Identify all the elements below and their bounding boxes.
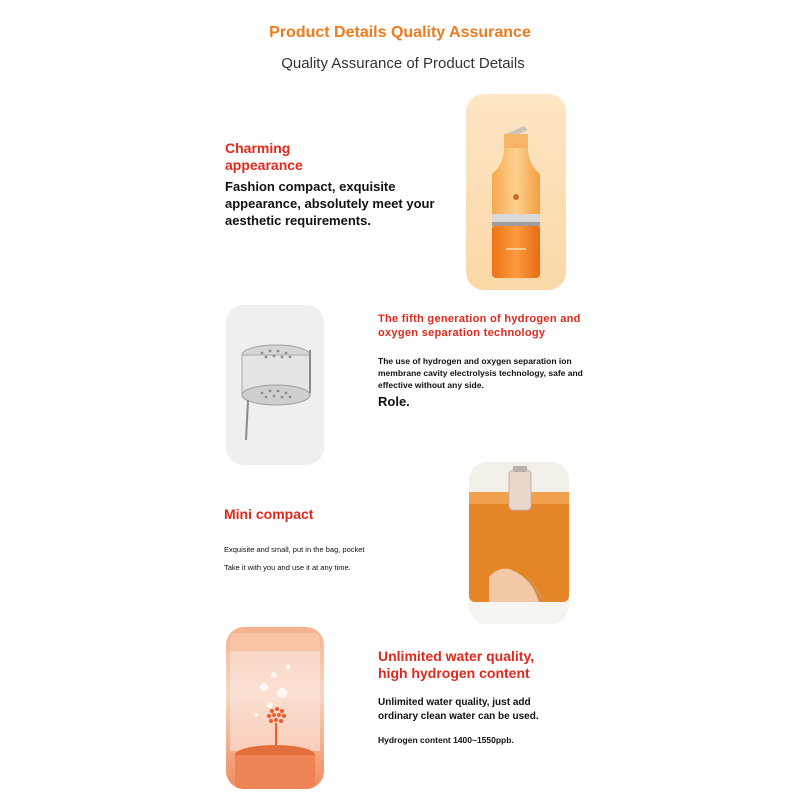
electrolysis-plate-image [226,305,324,465]
section-body-line: effective without any side. [378,380,484,390]
water-bubbles-image [226,627,324,789]
section-body-line: appearance, absolutely meet your [225,196,435,211]
product-bottle-image [466,94,566,290]
section-charming-appearance [225,140,465,229]
page-subtitle: Quality Assurance of Product Details [281,55,525,72]
section-heading: oxygen separation technology [378,327,546,339]
section-body-line: Fashion compact, exquisite [225,179,396,194]
section-mini-compact [224,506,464,573]
section-body-line: ordinary clean water can be used. [378,711,539,722]
section-body-line: aesthetic requirements. [225,213,371,228]
hydrogen-content-note: Hydrogen content 1400~1550ppb. [378,735,514,745]
section-water-quality [378,648,638,746]
section-body-line: membrane cavity electrolysis technology, safe and [378,368,583,378]
section-heading: Charming [225,140,291,156]
section-body-line: The use of hydrogen and oxygen separation ion [378,356,572,366]
section-hydrogen-tech [378,312,638,410]
section-heading: Unlimited water quality, [378,648,535,664]
page-title: Product Details Quality Assurance [269,24,531,41]
section-heading: high hydrogen content [378,665,530,681]
section-body-tail: Role. [378,394,410,409]
section-body-line: Take it with you and use it at any time. [224,563,351,572]
section-body-line: Unlimited water quality, just add [378,697,531,708]
section-body-line: Exquisite and small, put in the bag, pocket [224,545,365,554]
section-heading: appearance [225,157,303,173]
section-heading: Mini compact [224,506,314,522]
section-heading: The fifth generation of hydrogen and [378,313,581,325]
bag-and-bottle-image [469,462,569,624]
